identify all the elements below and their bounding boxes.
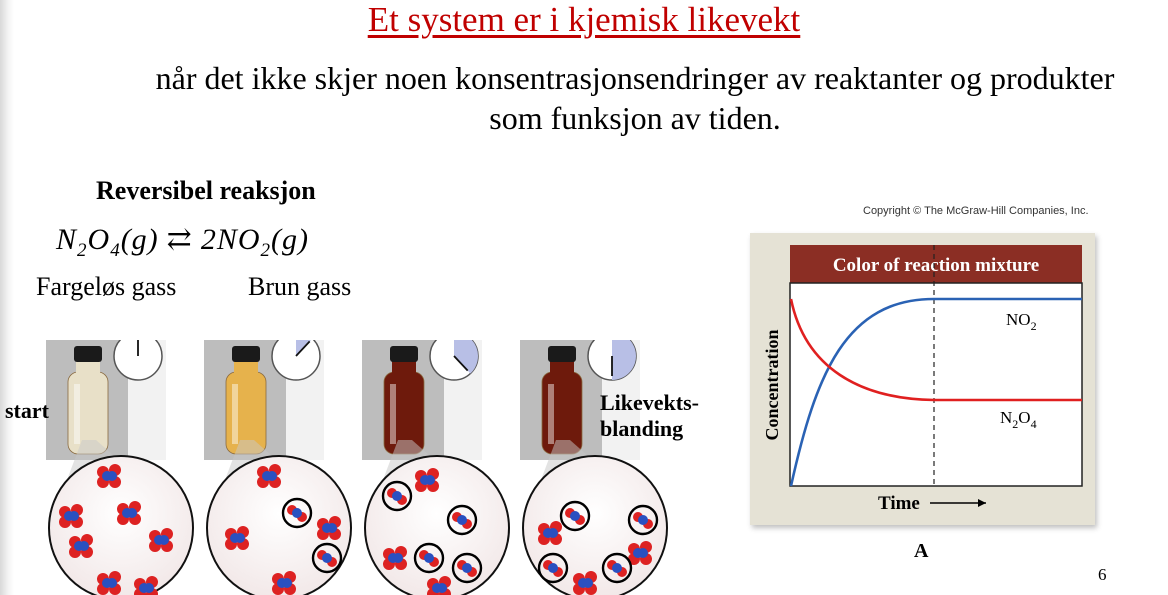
reaction-equation: [56, 222, 309, 262]
nitrogen-atom: [393, 553, 403, 563]
bottle-highlight: [74, 384, 80, 444]
definition-line-1: når det ikke skjer noen konsentrasjonsendringer av reaktanter og produkter: [155, 60, 1115, 96]
eq-state-1: (g): [120, 223, 159, 256]
nitrogen-atom: [392, 491, 402, 501]
nitrogen-atom: [235, 533, 245, 543]
time-arrow-head: [978, 499, 986, 507]
equilibrium-arrow: ⇄: [166, 223, 193, 256]
nitrogen-atom: [424, 553, 434, 563]
nitrogen-atom: [69, 511, 79, 521]
bottle-highlight: [548, 384, 554, 444]
nitrogen-atom: [322, 553, 332, 563]
copyright-notice: Copyright © The McGraw-Hill Companies, Inc.: [863, 205, 1089, 217]
bottle-cap: [548, 346, 576, 362]
eq-n: N: [56, 223, 78, 256]
nitrogen-atom: [144, 583, 154, 593]
nitrogen-atom: [267, 471, 277, 481]
plot-area: [790, 283, 1082, 486]
eq-product: 2NO: [200, 223, 261, 256]
nitrogen-atom: [292, 508, 302, 518]
concentration-graph: [750, 233, 1095, 525]
equilibrium-mixture-label: [600, 390, 699, 442]
eq-o: O: [87, 223, 111, 256]
eq-sub-2: 2: [77, 240, 88, 261]
nitrogen-atom: [159, 535, 169, 545]
y-axis-label: Concentration: [762, 329, 782, 441]
nitrogen-atom: [127, 508, 137, 518]
bottle-highlight: [390, 384, 396, 444]
definition-text: [60, 58, 1168, 138]
nitrogen-atom: [457, 515, 467, 525]
no2-label: $NO_2$: [1006, 310, 1037, 333]
page-number: 6: [1098, 565, 1107, 584]
bottle-cap: [390, 346, 418, 362]
magnified-view: [49, 456, 193, 595]
colorless-gas-label: Fargeløs gass: [36, 272, 177, 301]
eq-sub-4: 4: [110, 240, 121, 261]
panel-letter: A: [914, 540, 929, 562]
nitrogen-atom: [638, 515, 648, 525]
equilibrium-label-line-2: blanding: [600, 416, 684, 441]
nitrogen-atom: [327, 523, 337, 533]
bottle-neck: [550, 360, 574, 374]
eq-state-2: (g): [271, 223, 309, 256]
definition-line-2: som funksjon av tiden.: [489, 100, 781, 136]
start-label: start: [5, 398, 49, 423]
reaction-photo-sequence: [0, 340, 730, 595]
graph-header-text: Color of reaction mixture: [832, 255, 1040, 276]
nitrogen-atom: [548, 528, 558, 538]
nitrogen-atom: [107, 471, 117, 481]
brown-gas-label: Brun gass: [248, 272, 352, 301]
nitrogen-atom: [107, 578, 117, 588]
slide-title: Et system er i kjemisk likevekt: [367, 0, 801, 39]
nitrogen-atom: [583, 578, 593, 588]
nitrogen-atom: [437, 583, 447, 593]
nitrogen-atom: [282, 578, 292, 588]
equilibrium-label-line-1: Likevekts-: [600, 390, 699, 415]
eq-product-sub: 2: [260, 240, 271, 261]
bottle-neck: [76, 360, 100, 374]
bottle-cap: [232, 346, 260, 362]
nitrogen-atom: [462, 563, 472, 573]
x-axis-label: Time: [878, 493, 920, 514]
nitrogen-atom: [570, 511, 580, 521]
bottle-cap: [74, 346, 102, 362]
bottle-neck: [234, 360, 258, 374]
reaction-heading: Reversibel reaksjon: [96, 176, 316, 205]
nitrogen-atom: [612, 563, 622, 573]
bottle-neck: [392, 360, 416, 374]
n2o4-label: $N_2O_4$: [1000, 408, 1037, 431]
nitrogen-atom: [79, 541, 89, 551]
nitrogen-atom: [548, 563, 558, 573]
bottle-highlight: [232, 384, 238, 444]
nitrogen-atom: [638, 548, 648, 558]
nitrogen-atom: [425, 475, 435, 485]
